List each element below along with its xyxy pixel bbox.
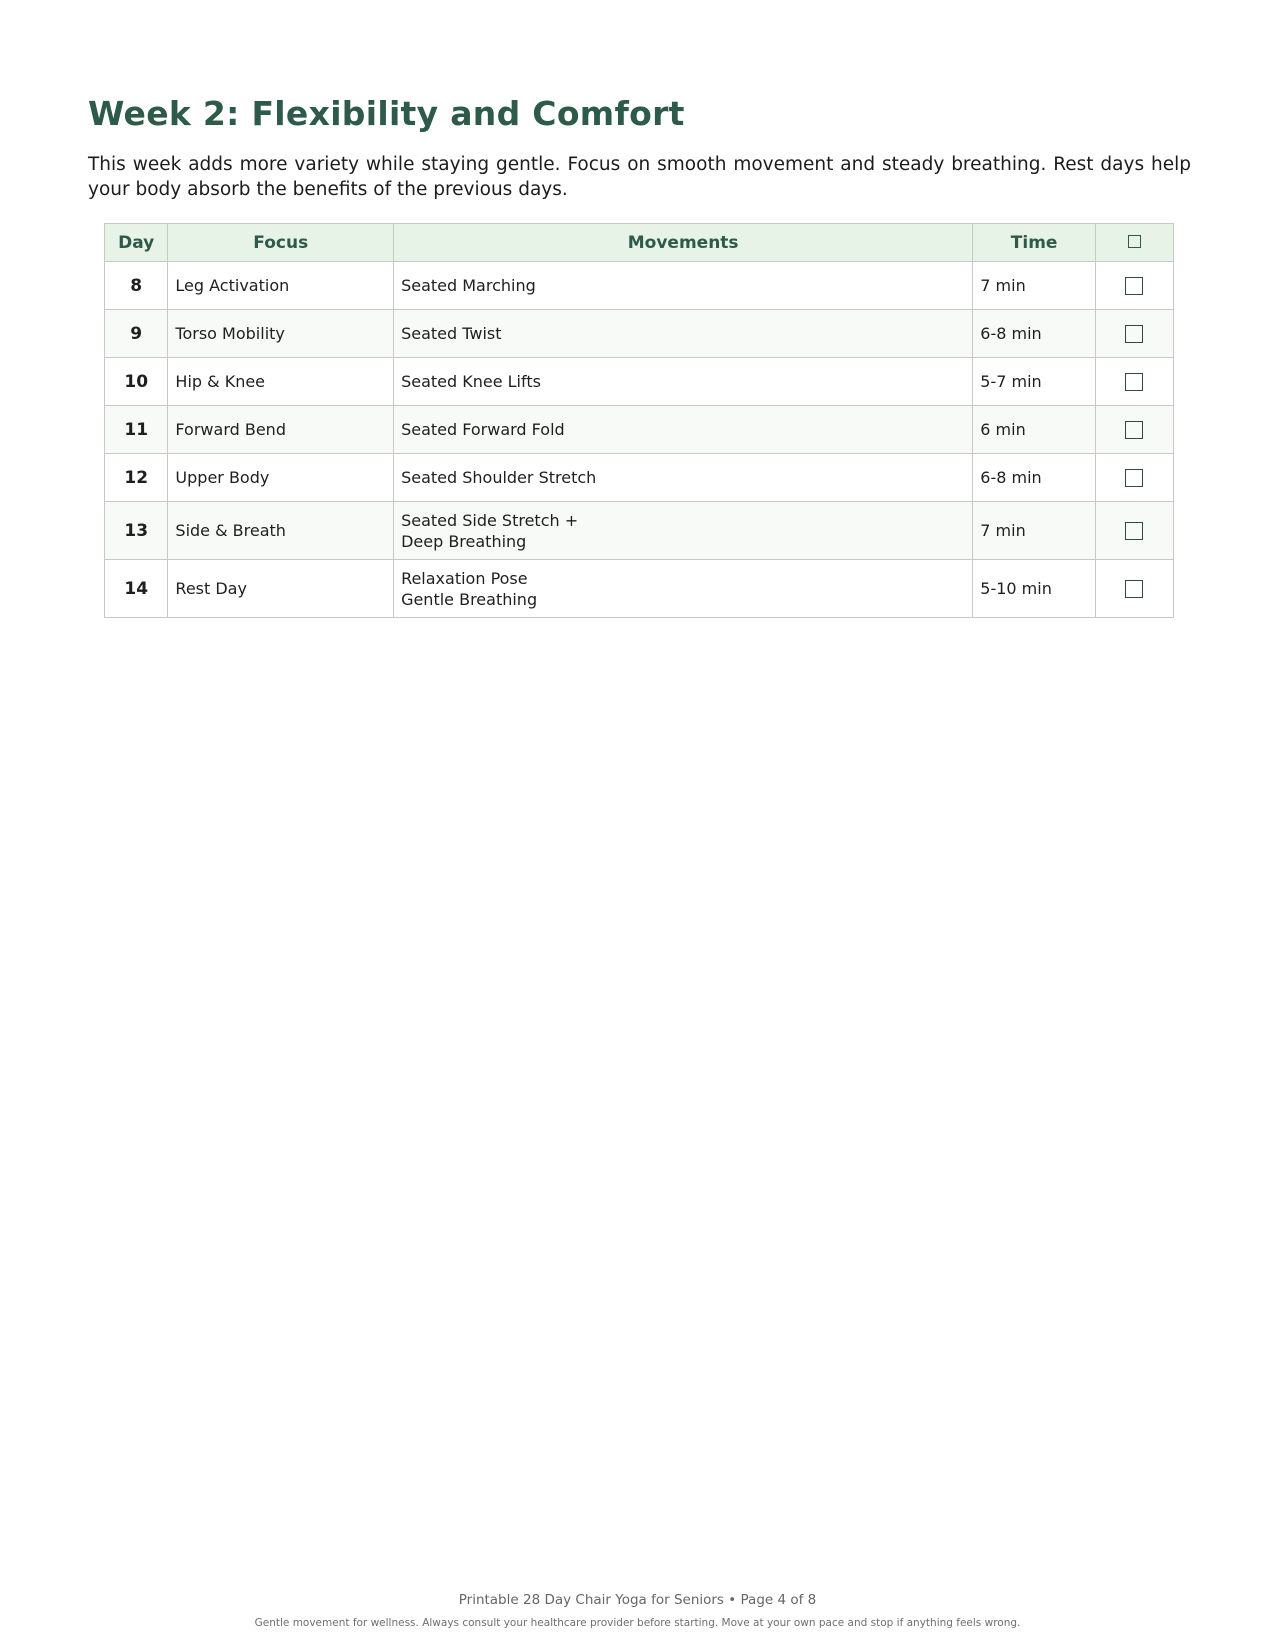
time-cell: 6-8 min [973,454,1096,502]
focus-cell: Hip & Knee [168,358,394,406]
time-cell: 6 min [973,406,1096,454]
movement-line: Seated Forward Fold [401,420,565,439]
time-cell: 5-10 min [973,560,1096,618]
focus-cell: Rest Day [168,560,394,618]
table-row [105,560,1174,618]
day-number: 9 [105,310,168,358]
movement-line: Seated Twist [401,324,502,343]
movement-line: Seated Shoulder Stretch [401,468,597,487]
footer-disclaimer: Gentle movement for wellness. Always consult your healthcare provider before starting. Move at your own pace and stop if anything feels wrong. [254,1617,1021,1629]
focus-cell: Leg Activation [168,262,394,310]
table-row [105,358,1174,406]
movements-cell [394,502,973,560]
week-plan-table [104,223,1174,618]
day-complete-checkbox[interactable] [1125,522,1143,540]
table-row [105,406,1174,454]
focus-cell: Side & Breath [168,502,394,560]
header-focus: Focus [168,224,394,262]
check-cell [1095,262,1173,310]
movements-cell [394,358,973,406]
day-complete-checkbox[interactable] [1125,580,1143,598]
day-complete-checkbox[interactable] [1125,421,1143,439]
day-number: 10 [105,358,168,406]
movements-cell [394,406,973,454]
day-number: 12 [105,454,168,502]
table-body [105,262,1174,618]
day-number: 8 [105,262,168,310]
movement-line: Gentle Breathing [401,589,538,609]
footer-main: Printable 28 Day Chair Yoga for Seniors • Page 4 of 8 [458,1592,817,1608]
table-row [105,502,1174,560]
page-title: Week 2: Flexibility and Comfort [88,94,685,133]
intro-paragraph: This week adds more variety while staying gentle. Focus on smooth movement and steady breathing. Rest days help your body absorb the benefits of the previous days. [88,154,1191,200]
movement-line: Seated Marching [401,276,536,295]
focus-cell: Forward Bend [168,406,394,454]
movement-line: Seated Side Stretch + [401,510,579,530]
check-cell [1095,502,1173,560]
table-row [105,310,1174,358]
header-time: Time [973,224,1096,262]
header-movements: Movements [394,224,973,262]
movements-cell [394,262,973,310]
check-cell [1095,310,1173,358]
header-check [1095,224,1173,262]
day-complete-checkbox[interactable] [1125,469,1143,487]
movement-line: Relaxation Pose [401,568,528,588]
movements-cell [394,454,973,502]
check-cell [1095,406,1173,454]
time-cell: 7 min [973,502,1096,560]
checkbox-icon [1128,235,1141,248]
day-number: 14 [105,560,168,618]
check-cell [1095,560,1173,618]
focus-cell: Upper Body [168,454,394,502]
day-number: 13 [105,502,168,560]
focus-cell: Torso Mobility [168,310,394,358]
table-header-row [105,224,1174,262]
day-complete-checkbox[interactable] [1125,325,1143,343]
table-row [105,454,1174,502]
movements-cell [394,560,973,618]
movements-cell [394,310,973,358]
header-day: Day [105,224,168,262]
time-cell: 6-8 min [973,310,1096,358]
day-complete-checkbox[interactable] [1125,277,1143,295]
check-cell [1095,358,1173,406]
check-cell [1095,454,1173,502]
time-cell: 5-7 min [973,358,1096,406]
day-complete-checkbox[interactable] [1125,373,1143,391]
day-number: 11 [105,406,168,454]
movement-line: Deep Breathing [401,531,527,551]
movement-line: Seated Knee Lifts [401,372,541,391]
time-cell: 7 min [973,262,1096,310]
table-row [105,262,1174,310]
